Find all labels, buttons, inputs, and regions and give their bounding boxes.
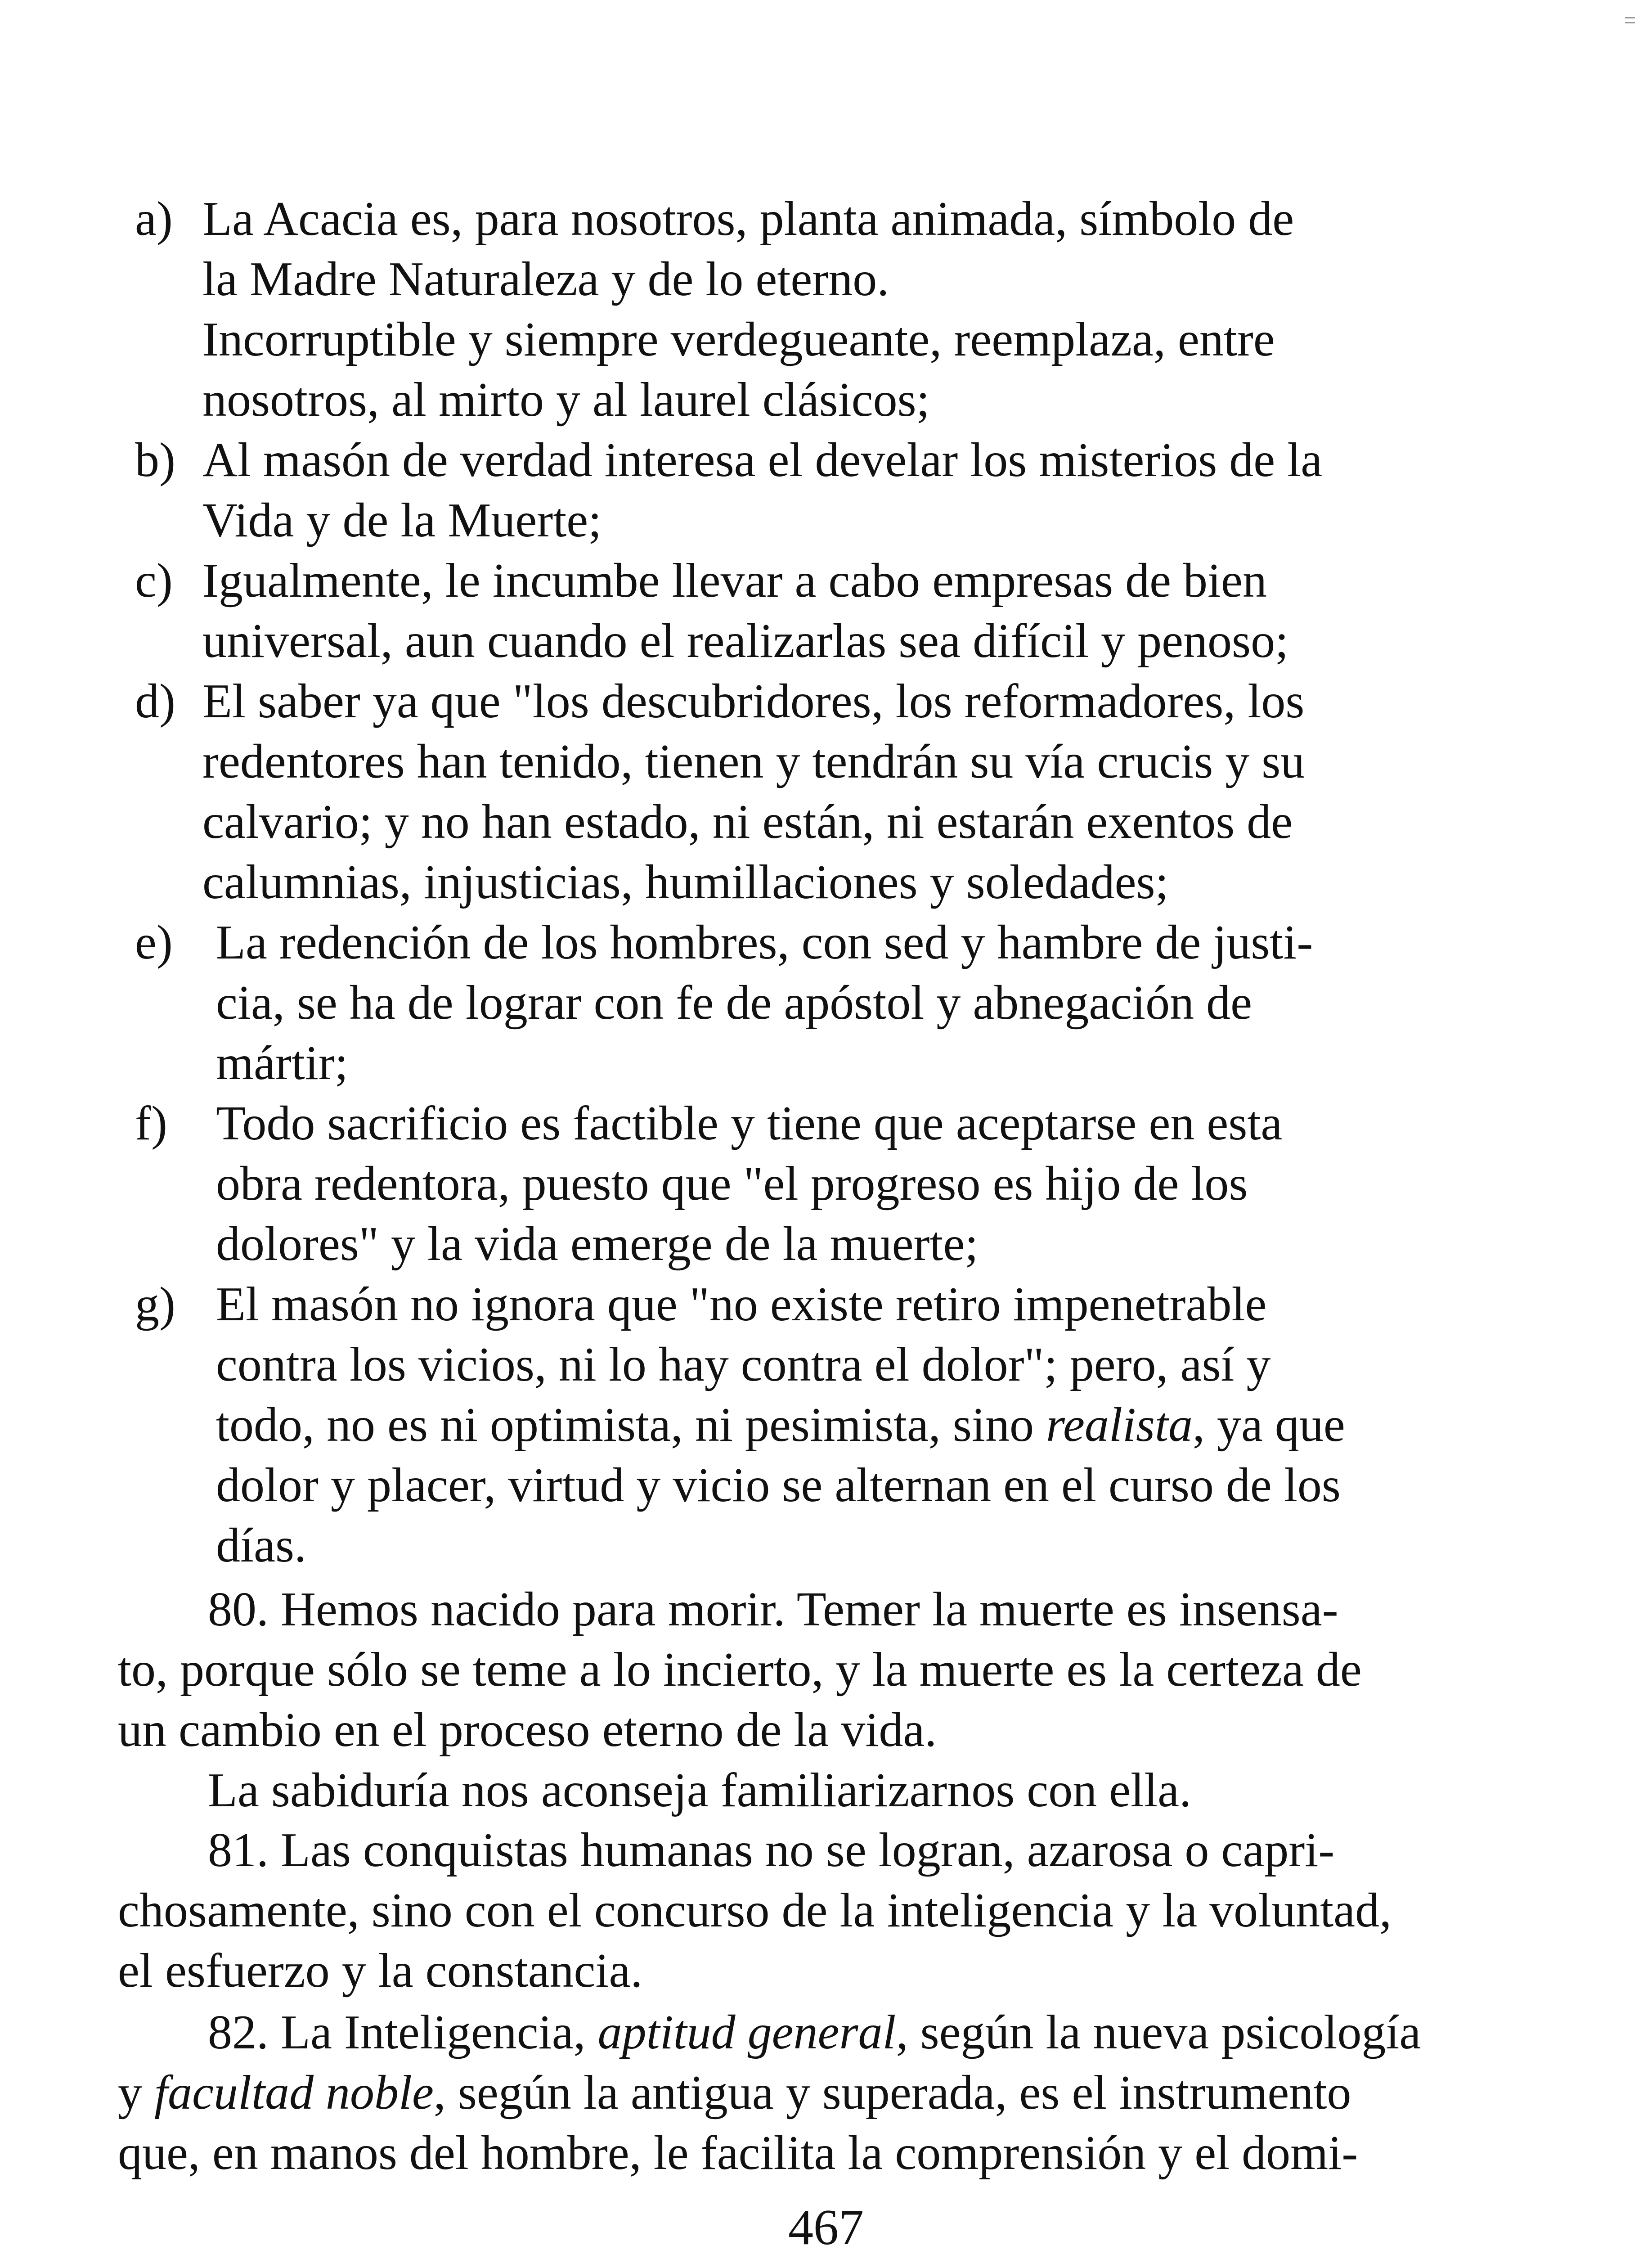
paragraph-line: 80. Hemos nacido para morir. Temer la muerte es insensa- <box>208 1583 1338 1636</box>
text-line: Incorruptible y siempre verdegueante, reemplaza, entre <box>202 313 1275 366</box>
text-line: El saber ya que "los descubridores, los reformadores, los <box>202 675 1305 728</box>
list-item-a <box>135 189 1422 430</box>
text-line: redentores han tenido, tienen y tendrán su vía crucis y su <box>202 735 1305 788</box>
list-letter: b) <box>135 433 175 487</box>
list-letter: c) <box>135 554 173 608</box>
list-letter: a) <box>135 192 173 246</box>
list-letter: f) <box>135 1097 167 1150</box>
text-line: días. <box>216 1519 306 1572</box>
list-item-g <box>135 1274 1422 1576</box>
text-line: obra redentora, puesto que "el progreso es hijo de los <box>216 1157 1248 1210</box>
text-line: contra los vicios, ni lo hay contra el dolor"; pero, así y <box>216 1338 1271 1391</box>
text-line: la Madre Naturaleza y de lo eterno. <box>202 252 889 306</box>
text-line: calvario; y no han estado, ni están, ni estarán exentos de <box>202 795 1293 849</box>
list-item-d <box>135 671 1422 913</box>
text-line: Todo sacrificio es factible y tiene que aceptarse en esta <box>216 1097 1283 1150</box>
list-item-f <box>135 1094 1422 1274</box>
text-line: El masón no ignora que "no existe retiro impenetrable <box>216 1278 1267 1331</box>
italic-term: facultad noble <box>154 2066 434 2120</box>
text-run: y <box>118 2066 154 2120</box>
list-letter: g) <box>135 1278 175 1331</box>
paragraph-line: 81. Las conquistas humanas no se logran, azarosa o capri- <box>208 1823 1335 1877</box>
text-line: calumnias, injusticias, humillaciones y soledades; <box>202 855 1169 909</box>
text-line: cia, se ha de lograr con fe de apóstol y abnegación de <box>216 976 1252 1030</box>
list-letter: d) <box>135 675 175 728</box>
paragraph-82 <box>118 2002 1423 2183</box>
text-run: , ya que <box>1192 1398 1345 1452</box>
text-line: nosotros, al mirto y al laurel clásicos; <box>202 373 930 427</box>
paragraph-81 <box>118 1820 1423 2001</box>
list-letter: e) <box>135 916 173 969</box>
text-line: La redención de los hombres, con sed y hambre de justi- <box>216 916 1313 969</box>
italic-term: realista <box>1046 1398 1193 1452</box>
text-line: universal, aun cuando el realizarlas sea difícil y penoso; <box>202 614 1289 668</box>
text-line: dolor y placer, virtud y vicio se alternan en el curso de los <box>216 1458 1341 1512</box>
text-run: 82. La Inteligencia, <box>208 2006 598 2059</box>
text-line: mártir; <box>216 1036 348 1090</box>
text-run: , según la nueva psicología <box>896 2006 1421 2059</box>
text-run: todo, no es ni optimista, ni pesimista, sino <box>216 1398 1046 1452</box>
text-line: Vida y de la Muerte; <box>202 494 602 547</box>
paragraph-line: un cambio en el proceso eterno de la vida. <box>118 1703 937 1757</box>
text-line: Igualmente, le incumbe llevar a cabo empresas de bien <box>202 554 1267 608</box>
text-line-mixed <box>216 1395 1422 1455</box>
paragraph-80 <box>118 1580 1423 1821</box>
lettered-list <box>135 189 1422 1576</box>
text-line: dolores" y la vida emerge de la muerte; <box>216 1217 979 1271</box>
list-item-c <box>135 551 1422 671</box>
paragraph-line <box>118 2002 1423 2063</box>
paragraph-line <box>118 2063 1423 2123</box>
list-item-b <box>135 430 1422 551</box>
scan-corner-mark <box>1625 17 1635 23</box>
page-number: 467 <box>788 2200 864 2250</box>
list-item-e <box>135 913 1422 1094</box>
text-run: , según la antigua y superada, es el instrumento <box>433 2066 1351 2120</box>
paragraph-line: que, en manos del hombre, le facilita la comprensión y el domi- <box>118 2126 1358 2180</box>
paragraph-line: La sabiduría nos aconseja familiarizarnos con ella. <box>208 1764 1192 1817</box>
text-line: Al masón de verdad interesa el develar los misterios de la <box>202 433 1323 487</box>
paragraph-line: to, porque sólo se teme a lo incierto, y la muerte es la certeza de <box>118 1643 1362 1696</box>
paragraph-line: chosamente, sino con el concurso de la inteligencia y la voluntad, <box>118 1884 1392 1937</box>
italic-term: aptitud general <box>597 2006 896 2059</box>
paragraph-line: el esfuerzo y la constancia. <box>118 1944 643 1998</box>
text-line: La Acacia es, para nosotros, planta animada, símbolo de <box>202 192 1294 246</box>
